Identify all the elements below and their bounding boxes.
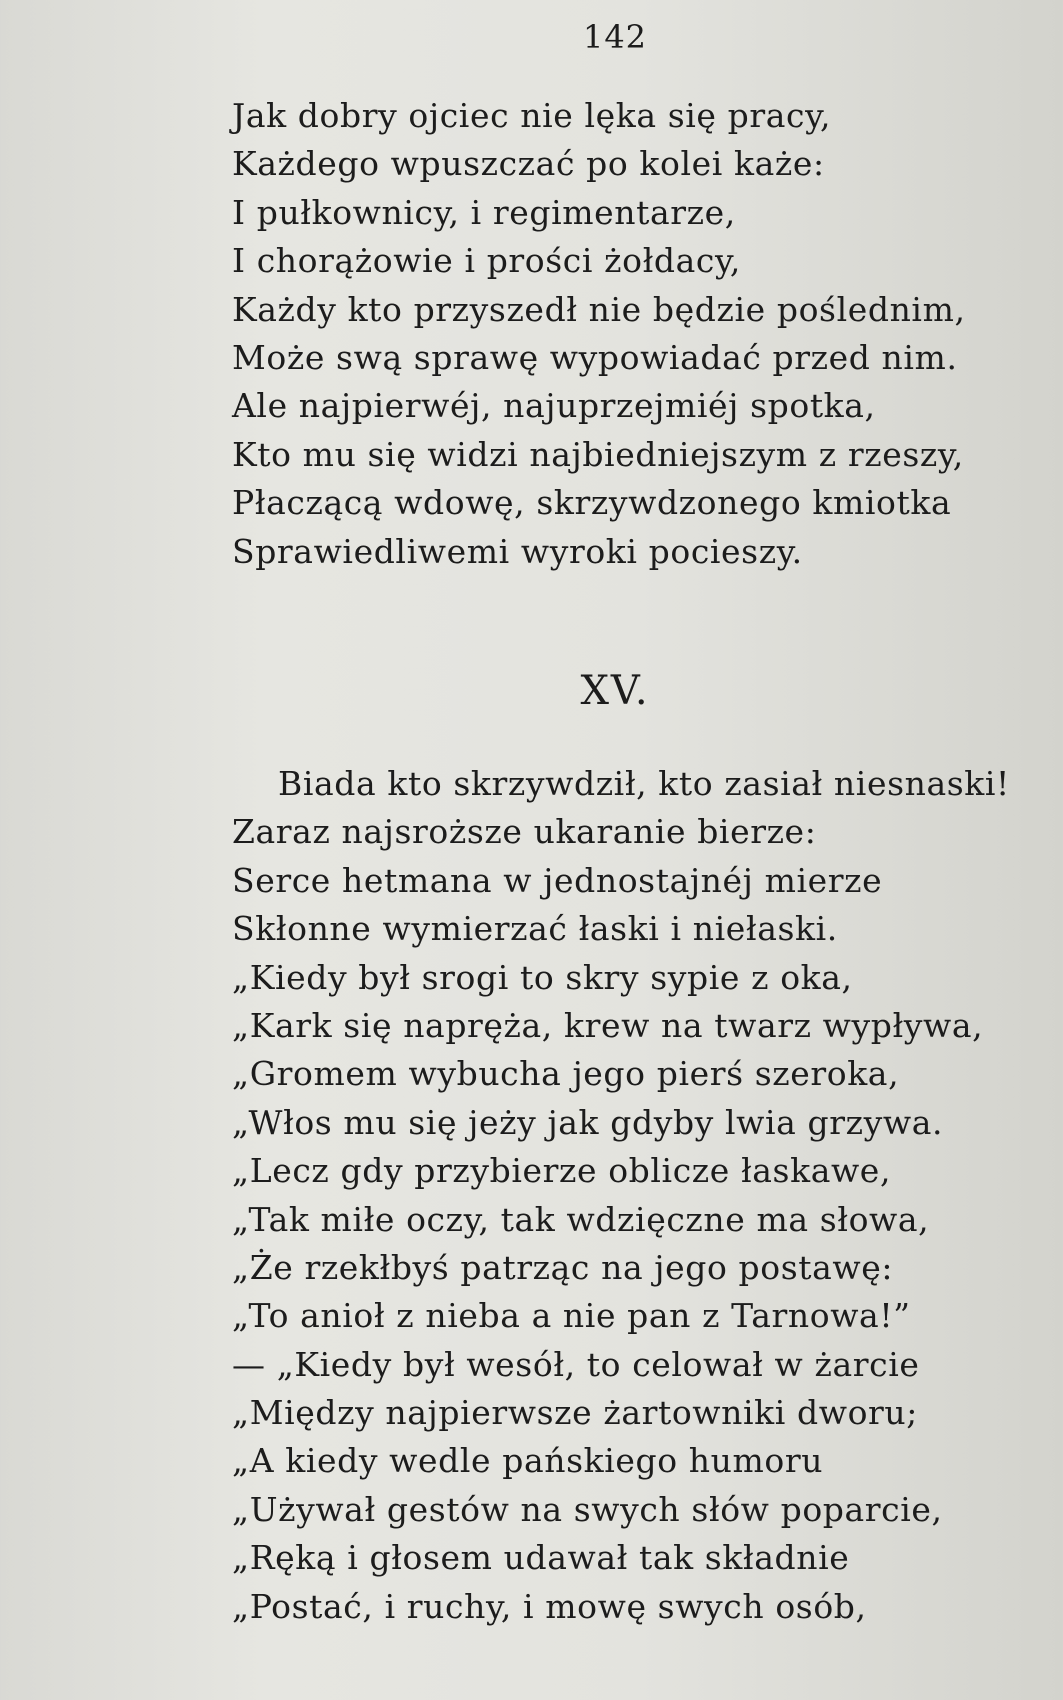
verse-line: „Tak miłe oczy, tak wdzięczne ma słowa,: [232, 1199, 930, 1239]
page-number: 142: [582, 18, 648, 56]
verse-line: Płaczącą wdowę, skrzywdzonego kmiotka: [232, 483, 952, 523]
verse-line: „Między najpierwsze żartowniki dworu;: [232, 1393, 918, 1433]
stanza-1: [232, 92, 966, 576]
verse-line: I pułkownicy, i regimentarze,: [232, 192, 736, 232]
verse-line: Ale najpierwéj, najuprzejmiéj spotka,: [232, 386, 876, 426]
verse-line: „Lecz gdy przybierze oblicze łaskawe,: [232, 1151, 892, 1191]
verse-line: Każdy kto przyszedł nie będzie poślednim,: [232, 289, 966, 329]
verse-line: „A kiedy wedle pańskiego humoru: [232, 1441, 824, 1481]
verse-line: Skłonne wymierzać łaski i niełaski.: [232, 909, 838, 949]
stanza-2: [232, 760, 1010, 1631]
verse-line: „Że rzekłbyś patrząc na jego postawę:: [232, 1247, 894, 1287]
verse-line: „Kiedy był srogi to skry sypie z oka,: [232, 957, 853, 997]
verse-line: „Ręką i głosem udawał tak składnie: [232, 1538, 850, 1578]
verse-line: „Włos mu się jeży jak gdyby lwia grzywa.: [232, 1102, 944, 1142]
verse-line: Sprawiedliwemi wyroki pocieszy.: [232, 531, 803, 571]
verse-line: „Postać, i ruchy, i mowę swych osób,: [232, 1586, 867, 1626]
verse-line: „Kark się napręża, krew na twarz wypływa,: [232, 1005, 984, 1045]
verse-line: Jak dobry ojciec nie lęka się pracy,: [232, 96, 832, 135]
section-heading: XV.: [580, 668, 650, 714]
verse-line: I chorążowie i prości żołdacy,: [232, 241, 741, 281]
verse-line: Serce hetmana w jednostajnéj mierze: [232, 860, 883, 900]
verse-line: Każdego wpuszczać po kolei każe:: [232, 144, 825, 184]
verse-line: Może swą sprawę wypowiadać przed nim.: [232, 337, 958, 377]
verse-line: Kto mu się widzi najbiedniejszym z rzeszy,: [232, 434, 964, 474]
verse-line: „To anioł z nieba a nie pan z Tarnowa!”: [232, 1296, 911, 1336]
verse-line: Zaraz najsroższe ukaranie bierze:: [232, 812, 817, 852]
verse-line: „Gromem wybucha jego pierś szeroka,: [232, 1054, 900, 1094]
verse-line: — „Kiedy był wesół, to celował w żarcie: [232, 1344, 920, 1384]
verse-line: „Używał gestów na swych słów poparcie,: [232, 1489, 943, 1529]
verse-line: Biada kto skrzywdził, kto zasiał niesnaski!: [278, 764, 1010, 803]
